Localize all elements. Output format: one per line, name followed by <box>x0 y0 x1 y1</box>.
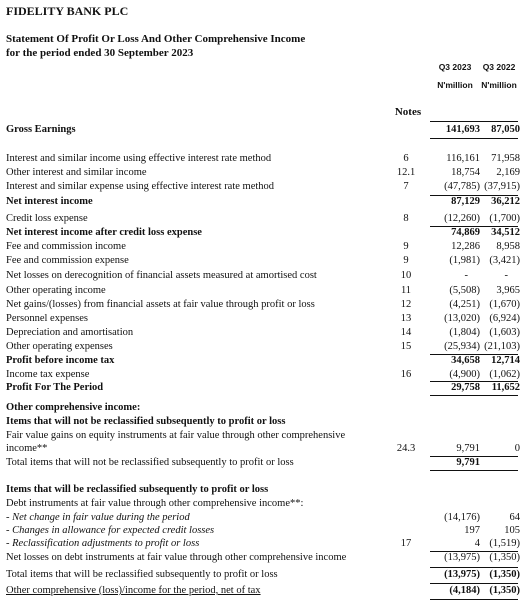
row-label: Net interest income <box>6 196 93 207</box>
table-row <box>0 213 526 227</box>
row-value-2022: (6,924) <box>489 313 520 324</box>
row-value-2023: 197 <box>464 525 480 536</box>
notes-header: Notes <box>394 106 422 118</box>
row-value-2023: (14,176) <box>444 512 480 523</box>
row-label: Interest and similar income using effective interest rate method <box>6 153 272 164</box>
row-value-2023: (13,975) <box>444 552 480 563</box>
rule-line <box>430 354 518 355</box>
table-row <box>0 341 526 355</box>
row-note: 12 <box>400 299 412 310</box>
row-value-2023: (4,251) <box>449 299 480 310</box>
table-row <box>0 443 526 457</box>
row-value-2022: 12,714 <box>491 355 520 366</box>
table-row <box>0 255 526 269</box>
row-note: 7 <box>403 181 409 192</box>
row-value-2022: (1,350) <box>489 585 520 596</box>
row-value-2023: (12,260) <box>444 213 480 224</box>
rule-line <box>430 226 518 227</box>
table-row <box>0 270 526 284</box>
table-row <box>0 181 526 195</box>
row-label: Credit loss expense <box>6 213 88 224</box>
row-value-2022: (21,103) <box>484 341 520 352</box>
rule-line <box>430 567 518 568</box>
row-value-2022: (1,700) <box>489 213 520 224</box>
row-label: Gross Earnings <box>6 124 76 135</box>
table-row <box>0 538 526 552</box>
table-row <box>0 285 526 299</box>
company-name: FIDELITY BANK PLC <box>6 4 129 18</box>
row-value-2023: 9,791 <box>456 443 480 454</box>
row-value-2023: 116,161 <box>446 153 480 164</box>
row-note: 16 <box>400 369 412 380</box>
row-label: Total items that will be reclassified subsequently to profit or loss <box>6 569 278 580</box>
row-value-2023: 141,693 <box>445 124 480 135</box>
rule-line <box>430 121 518 122</box>
table-row <box>0 241 526 255</box>
row-value-2022: 36,212 <box>491 196 520 207</box>
row-value-2023: 9,791 <box>456 457 480 468</box>
row-value-2023: (47,785) <box>444 181 480 192</box>
row-label: income** <box>6 443 48 454</box>
row-label: Profit before income tax <box>6 355 115 366</box>
rule-line <box>430 551 518 552</box>
row-value-2022: (37,915) <box>484 181 520 192</box>
rule-line <box>430 456 518 457</box>
table-row <box>0 457 526 471</box>
row-value-2022: (3,421) <box>489 255 520 266</box>
row-value-2023: 74,869 <box>451 227 480 238</box>
row-label: - Reclassification adjustments to profit or loss <box>6 538 200 549</box>
row-note: 9 <box>403 255 409 266</box>
row-note: 9 <box>403 241 409 252</box>
row-value-2022: 0 <box>514 443 520 454</box>
row-label: Fee and commission income <box>6 241 126 252</box>
rule-line <box>430 138 518 139</box>
row-value-2023: 12,286 <box>451 241 480 252</box>
row-note: 8 <box>403 213 409 224</box>
row-note: 14 <box>400 327 412 338</box>
row-label: Income tax expense <box>6 369 90 380</box>
table-row <box>0 525 526 539</box>
table-row <box>0 355 526 369</box>
row-value-2023: (5,508) <box>449 285 480 296</box>
row-value-2022: 3,965 <box>496 285 520 296</box>
row-value-2022: (1,350) <box>489 569 520 580</box>
table-row <box>0 153 526 167</box>
row-label: - Net change in fair value during the period <box>6 512 190 523</box>
table-row <box>0 167 526 181</box>
row-label: Profit For The Period <box>6 382 104 393</box>
row-value-2023: 29,758 <box>451 382 480 393</box>
row-value-2022: - <box>504 270 508 281</box>
row-label: Net gains/(losses) from financial assets at fair value through profit or loss <box>6 299 315 310</box>
col2-unit: N'million <box>481 80 517 90</box>
row-value-2023: 18,754 <box>451 167 480 178</box>
table-row <box>0 313 526 327</box>
row-label: Other comprehensive (loss)/income for the period, net of tax <box>6 585 261 596</box>
row-note: 15 <box>400 341 412 352</box>
row-label: Net losses on debt instruments at fair value through other comprehensive income <box>6 552 347 563</box>
row-label: - Changes in allowance for expected credit losses <box>6 525 215 536</box>
table-row <box>0 585 526 599</box>
row-label: Other comprehensive income: <box>6 402 141 413</box>
row-note: 11 <box>400 285 412 296</box>
row-value-2022: (1,062) <box>489 369 520 380</box>
row-value-2023: (13,975) <box>444 569 480 580</box>
row-value-2022: 2,169 <box>496 167 520 178</box>
row-value-2022: 34,512 <box>491 227 520 238</box>
row-label: Total items that will not be reclassified subsequently to profit or loss <box>6 457 294 468</box>
rule-line <box>430 599 518 600</box>
row-value-2022: (1,350) <box>489 552 520 563</box>
row-label: Depreciation and amortisation <box>6 327 134 338</box>
table-row <box>0 227 526 241</box>
row-label: Other operating expenses <box>6 341 113 352</box>
rule-line <box>430 381 518 382</box>
row-value-2022: 11,652 <box>491 382 520 393</box>
row-value-2023: (4,184) <box>449 585 480 596</box>
table-row <box>0 327 526 341</box>
statement-title: Statement Of Profit Or Loss And Other Comprehensive Income <box>6 33 306 45</box>
row-label: Other interest and similar income <box>6 167 147 178</box>
row-label: Net interest income after credit loss expense <box>6 227 202 238</box>
row-value-2023: 87,129 <box>451 196 480 207</box>
row-label: Debt instruments at fair value through other comprehensive income**: <box>6 498 304 509</box>
col1-period: Q3 2023 <box>438 62 472 72</box>
row-value-2023: (13,020) <box>444 313 480 324</box>
row-value-2022: 71,958 <box>491 153 520 164</box>
table-row <box>0 382 526 396</box>
table-row <box>0 484 526 498</box>
row-note: 24.3 <box>396 443 416 454</box>
row-value-2022: (1,519) <box>489 538 520 549</box>
row-note: 17 <box>400 538 412 549</box>
col2-period: Q3 2022 <box>482 62 516 72</box>
rule-line <box>430 395 518 396</box>
row-label: Fee and commission expense <box>6 255 129 266</box>
row-value-2022: 64 <box>509 512 520 523</box>
row-value-2022: (1,603) <box>489 327 520 338</box>
row-label: Net losses on derecognition of financial assets measured at amortised cost <box>6 270 317 281</box>
table-row <box>0 569 526 583</box>
col1-unit: N'million <box>437 80 473 90</box>
row-label: Personnel expenses <box>6 313 88 324</box>
row-value-2023: (1,804) <box>449 327 480 338</box>
row-label: Items that will be reclassified subsequently to profit or loss <box>6 484 269 495</box>
row-value-2023: (4,900) <box>449 369 480 380</box>
row-value-2023: 34,658 <box>451 355 480 366</box>
table-row <box>0 430 526 444</box>
rule-line <box>430 195 518 196</box>
rule-line <box>430 583 518 584</box>
row-value-2023: (1,981) <box>449 255 480 266</box>
table-row <box>0 552 526 566</box>
row-label: Other operating income <box>6 285 106 296</box>
row-value-2022: 105 <box>504 525 520 536</box>
row-note: 13 <box>400 313 412 324</box>
row-value-2023: - <box>464 270 468 281</box>
table-row <box>0 196 526 210</box>
row-note: 6 <box>403 153 409 164</box>
row-value-2022: 87,050 <box>491 124 520 135</box>
table-row <box>0 299 526 313</box>
table-row <box>0 124 526 138</box>
row-value-2022: (1,670) <box>489 299 520 310</box>
rule-line <box>430 470 518 471</box>
row-value-2022: 8,958 <box>496 241 520 252</box>
table-row <box>0 416 526 430</box>
table-row <box>0 402 526 416</box>
statement-period: for the period ended 30 September 2023 <box>6 47 194 59</box>
row-value-2023: (25,934) <box>444 341 480 352</box>
row-note: 10 <box>400 270 412 281</box>
row-note: 12.1 <box>396 167 416 178</box>
table-row <box>0 512 526 526</box>
row-value-2023: 4 <box>474 538 480 549</box>
row-label: Interest and similar expense using effective interest rate method <box>6 181 275 192</box>
row-label: Fair value gains on equity instruments at fair value through other comprehensive <box>6 430 346 441</box>
row-label: Items that will not be reclassified subsequently to profit or loss <box>6 416 286 427</box>
table-row <box>0 498 526 512</box>
